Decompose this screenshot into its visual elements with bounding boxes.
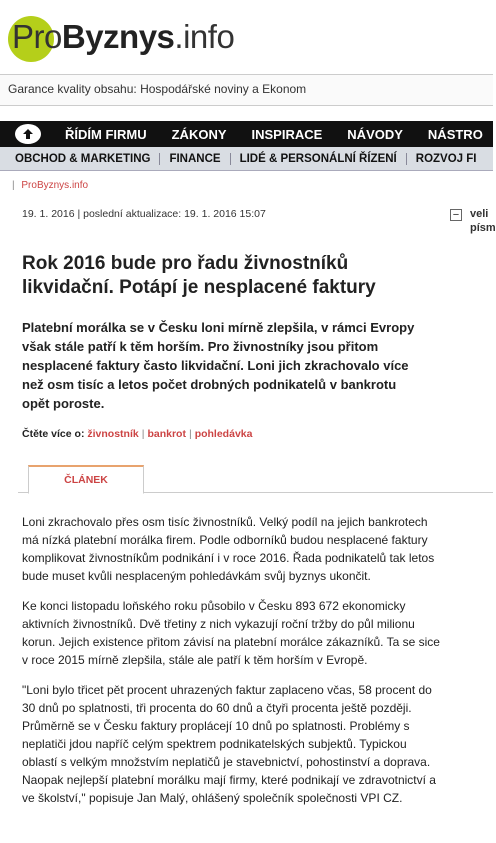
tag-pohledavka[interactable]: pohledávka <box>194 428 253 440</box>
sub-item-rozvoj[interactable]: ROZVOJ FI <box>406 153 486 165</box>
breadcrumb-link[interactable]: ProByznys.info <box>21 180 89 191</box>
nav-item-navody[interactable]: NÁVODY <box>347 126 403 142</box>
article-perex: Platební morálka se v Česku loni mírně zlepšila, v rámci Evropy však stále patří k těm horším. Pro živnostníky jsou přitom nesplacené faktury často likvidační. Loni jich zkrachovalo více než osm tisíc a letos počet drobných podnikatelů v bankrotu opět poroste. <box>22 320 415 411</box>
sub-item-lide[interactable]: LIDÉ & PERSONÁLNÍ ŘÍZENÍ <box>230 153 406 165</box>
guarantee-bar <box>0 74 493 106</box>
article-title: Rok 2016 bude pro řadu živnostníků likvidační. Potápí je nesplacené faktury <box>22 253 376 298</box>
article-paragraph: Loni zkrachovalo přes osm tisíc živnostníků. Velký podíl na jejich bankrotech má nízká platební morálka firem. Podle odborníků budou nesplacené faktury komplikovat živnostníkům podnikání i v roce 2016. Řada podnikatelů tak letos bude muset kvůli nesplaceným pohledávkám svůj byznys ukončit. <box>22 515 435 583</box>
tags-label: Čtěte více o: <box>22 428 85 440</box>
article-paragraph: "Loni bylo třicet pět procent uhrazených faktur zaplaceno včas, 58 procent do 30 dnů po splatnosti, tři procenta do 60 dnů a čtyři procenta ještě později. Průměrně se v Česku faktury proplácejí 10 dnů po splatnosti. Problémy s neplatiči jdou napříč celým spektrem podnikatelských subjektů. Typickou oblastí s velkým množstvím neplatičů je stavebnictví, pohostinství a doprava. Naopak nejlepší platební morálku mají firmy, které podnikají ve zdravotnictví a ve školství," popisuje Jan Malý, ohlášený společník společnosti VPI CZ. <box>22 683 436 805</box>
article-tabs <box>18 465 493 493</box>
nav-item-nastroje[interactable]: NÁSTRO <box>427 126 483 142</box>
home-arrow-icon <box>21 127 35 141</box>
publish-date: 19. 1. 2016 | poslední aktualizace: 19. 1. 2016 15:07 <box>22 208 266 220</box>
tab-clanek[interactable]: ČLÁNEK <box>28 465 144 494</box>
text-size-label[interactable]: veli písm <box>470 208 496 234</box>
sub-navigation <box>0 147 493 171</box>
sub-item-obchod-marketing[interactable]: OBCHOD & MARKETING <box>15 152 151 165</box>
breadcrumb <box>12 180 88 191</box>
nav-item-ridim-firmu[interactable]: ŘÍDÍM FIRMU <box>65 126 147 142</box>
main-navigation <box>0 121 493 147</box>
tag-zivnostnik[interactable]: živnostník <box>87 428 139 440</box>
nav-item-zakony[interactable]: ZÁKONY <box>171 126 227 142</box>
nav-item-inspirace[interactable]: INSPIRACE <box>251 126 323 142</box>
sub-item-finance[interactable]: FINANCE <box>159 153 229 165</box>
home-button[interactable] <box>15 124 41 144</box>
logo-text: ProByznys.info <box>12 18 235 55</box>
guarantee-text: Garance kvality obsahu: Hospodářské noviny a Ekonom <box>8 82 307 96</box>
related-tags: Čtěte více o: živnostník | bankrot | pohledávka <box>22 428 253 440</box>
tag-bankrot[interactable]: bankrot <box>147 428 186 440</box>
site-logo[interactable] <box>8 14 234 60</box>
article-paragraph: Ke konci listopadu loňského roku působilo v Česku 893 672 ekonomicky aktivních živnostníků. Dvě třetiny z nich vykazují roční tržby do půl milionu korun. Jejich existence přitom závisí na platební morálce zákazníků. Ta se sice v roce 2015 mírně zlepšila, stále ale patří k těm horším v Evropě. <box>22 599 440 667</box>
site-header <box>0 0 493 70</box>
breadcrumb-separator: | <box>12 180 15 191</box>
article-body <box>22 513 444 819</box>
text-size-control[interactable] <box>450 207 496 235</box>
minus-icon[interactable]: − <box>450 209 462 221</box>
